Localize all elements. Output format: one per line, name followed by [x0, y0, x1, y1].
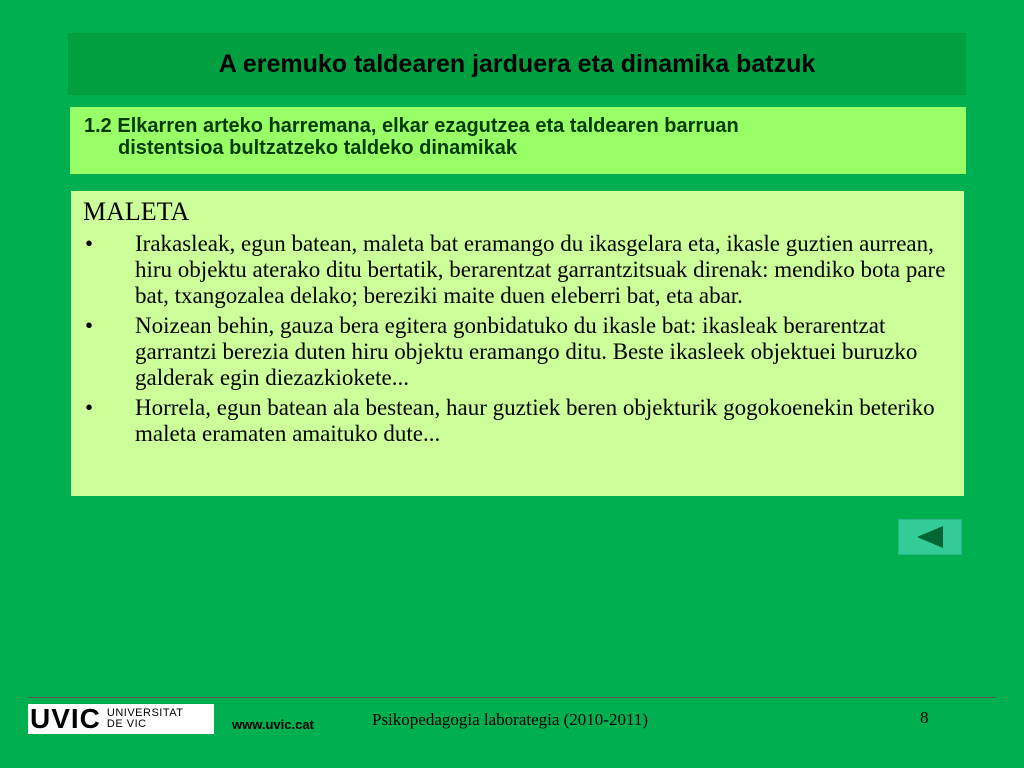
list-item: [83, 395, 950, 447]
slide-subtitle: [70, 107, 966, 174]
subtitle-line-1: 1.2 Elkarren arteko harremana, elkar ezagutzea eta taldearen barruan: [84, 115, 739, 137]
footer-course: Psikopedagogia laborategia (2010-2011): [371, 710, 649, 729]
bullet-marker: •: [85, 231, 94, 256]
page-number: 8: [920, 708, 929, 727]
bullet-text: Horrela, egun batean ala bestean, haur guztiek beren objekturik gogokoenekin beteriko maleta eramaten amaituko dute...: [135, 395, 935, 446]
bullet-marker: •: [85, 313, 94, 338]
triangle-left-icon: [915, 525, 945, 549]
bullet-text: Noizean behin, gauza bera egitera gonbidatuko du ikasle bat: ikasleak berarentzat garrantzi berezia duten hiru objektu eramango ditu. Beste ikasleek objektuei buruzko galderak egin diezazkiokete...: [135, 313, 918, 390]
bullet-text: Irakasleak, egun batean, maleta bat eramango du ikasgelara eta, ikasle guztien aurrean, hiru objektu aterako ditu bertatik, berarentzat garrantzitsuak direnak: mendiko bota pare bat, txangozalea delako; bereziki maite duen eleberri bat, eta abar.: [135, 231, 946, 308]
back-button[interactable]: [898, 519, 962, 555]
list-item: [83, 313, 950, 391]
content-heading: MALETA: [83, 197, 190, 226]
list-item: [83, 231, 950, 309]
footer-divider: [28, 697, 996, 698]
logo-wordmark: UVIC: [30, 703, 101, 734]
logo-university-text: UNIVERSITAT DE VIC: [106, 707, 184, 730]
uvic-logo: [28, 704, 214, 734]
content-panel: [71, 191, 964, 496]
bullet-marker: •: [85, 395, 94, 420]
slide-title: A eremuko taldearen jarduera eta dinamika batzuk: [68, 33, 966, 95]
website-link[interactable]: www.uvic.cat: [232, 717, 314, 732]
subtitle-line-2: distentsioa bultzatzeko taldeko dinamikak: [118, 137, 517, 159]
